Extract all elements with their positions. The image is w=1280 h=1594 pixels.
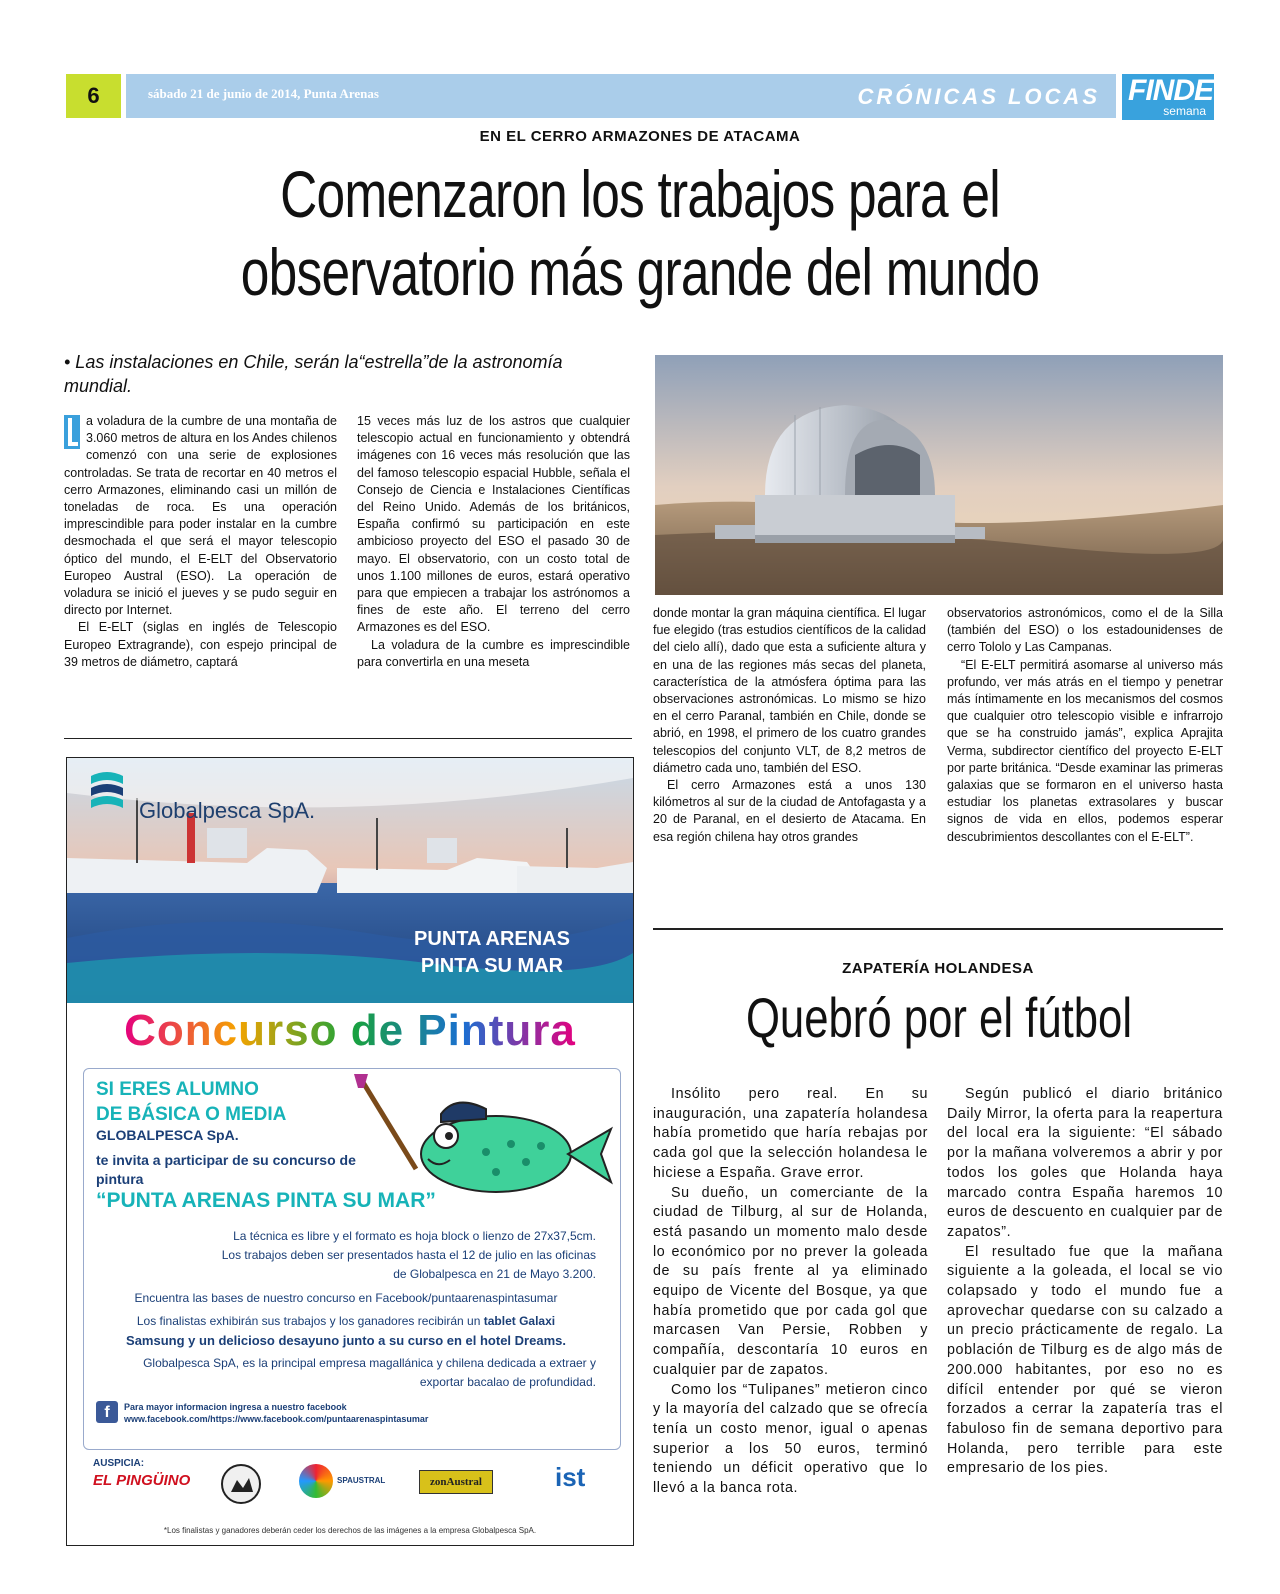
ad-ships-photo (67, 758, 633, 1003)
finde-logo (1122, 74, 1214, 120)
article-subhead: • Las instalaciones en Chile, serán la“estrella”de la astronomía mundial. (64, 352, 563, 396)
ad-contest-title: Concurso de Pintura (124, 1006, 576, 1055)
sponsor-seal-logo (221, 1464, 261, 1504)
paragraph: Insólito pero real. En su inauguración, una zapatería holandesa había prometido que haría rebajas por cada gol que la selección holandesa le hiciese a España. Grave error. (653, 1086, 928, 1181)
dropcap (64, 415, 80, 449)
sponsor-spaustral-logo: SPAUSTRAL (337, 1476, 386, 1485)
globalpesca-advertisement (66, 757, 634, 1546)
article-column-1 (64, 413, 337, 671)
ad-contest-name: “PUNTA ARENAS PINTA SU MAR” (96, 1189, 436, 1212)
ad-rules: La técnica es libre y el formato es hoja block o lienzo de 27x37,5cm. Los trabajos deben ser presentados hasta el 12 de julio en las oficinas de Globalpesca en 21 de Mayo 3.200. (221, 1229, 596, 1281)
paragraph: Según publicó el diario británico Daily Mirror, la oferta para la reapertura del local era la siguiente: “El sábado por la mañana volveremos a abrir y por todos los goles que Holanda haya marcado contra España haremos 10 euros de descuento en cualquier par de zapatos”. (947, 1086, 1223, 1240)
sponsor-spaustral-icon (299, 1464, 333, 1498)
logo-bottom: semana (1163, 104, 1206, 118)
sponsor-el-pinguino-logo: EL PINGÜINO (93, 1472, 191, 1489)
paragraph: Su dueño, un comerciante de la ciudad de Tilburg, al sur de Holanda, está pasando un momento malo desde lo económico por no prever la goleada de su país frente al ya eliminado equipo de Vicente del Bosque, ya que había prometido que por cada gol que marcasen Van Persie, Robben y compañía, descontaría 10 euros en cualquier par de zapatos. (653, 1184, 928, 1378)
page-number: 6 (66, 74, 121, 118)
article-column-4 (947, 605, 1223, 846)
globalpesca-logo-icon (87, 768, 127, 812)
divider (64, 738, 632, 739)
article2-headline: Quebró por el fútbol (745, 986, 1133, 1049)
ad-prize-line-2: Samsung y un delicioso desayuno junto a su curso en el hotel Dreams. (126, 1333, 566, 1348)
article-headline (188, 155, 1093, 311)
logo-top: FINDE (1128, 74, 1213, 107)
ad-invite-company: GLOBALPESCA SpA. (96, 1127, 239, 1143)
headline-line-1: Comenzaron los trabajos para el (280, 157, 1000, 231)
date-line: sábado 21 de junio de 2014, Punta Arenas (148, 86, 379, 101)
paragraph: El cerro Armazones está a unos 130 kilómetros al sur de la ciudad de Antofagasta y a 20 de Paranal, en el desierto de Atacama. En esa región chilena hay otros grandes (653, 778, 926, 844)
ad-info-panel (83, 1068, 621, 1450)
ad-footnote: *Los finalistas y ganadores deberán ceder los derechos de las imágenes a la empresa Globalpesca SpA. (163, 1526, 537, 1535)
article-kicker: EN EL CERRO ARMAZONES DE ATACAMA (479, 128, 801, 145)
telescope-photo (655, 355, 1223, 595)
headline-line-2: observatorio más grande del mundo (240, 235, 1040, 309)
ad-facebook-link[interactable]: Para mayor informacion ingresa a nuestro facebook www.facebook.com/https://www.facebook.com/puntaarenaspintasumar (124, 1402, 429, 1424)
facebook-icon: f (96, 1401, 118, 1423)
paragraph: Como los “Tulipanes” metieron cinco y la mayoría del calzado que se ofrecía tenía un costo menor, igual o apenas superior a los 50 euros, terminó teniendo un déficit operativo que lo llevó a la banca rota. (653, 1381, 928, 1497)
fish-painter-illustration (346, 1074, 616, 1199)
article2-kicker: ZAPATERÍA HOLANDESA (842, 960, 1034, 977)
paragraph: La voladura de la cumbre es imprescindible para convertirla en una meseta (357, 637, 630, 669)
paragraph: “El E-ELT permitirá asomarse al universo más profundo, ver más atrás en el tiempo y penetrar más íntimamente en los mecanismos del cosmos que cualquier otro telescopio visible e infrarrojo que se ha construido jamás”, explica Aprajita Verma, subdirector científico del proyecto E-ELT por parte británica. “Desde examinar las primeras galaxias que se formaron en el universo hasta estudiar los planetas extrasolares y buscar signos de vida en ellos, podemos esperar descubrimientos descollantes con el E-ELT”. (947, 657, 1223, 844)
article2-column-1 (653, 1085, 928, 1499)
ad-banner-text: PUNTA ARENAS PINTA SU MAR (414, 928, 570, 977)
ad-prize-line: Los finalistas exhibirán sus trabajos y los ganadores recibirán un tablet Galaxi (136, 1314, 556, 1328)
ad-company-name: Globalpesca SpA. (139, 798, 316, 823)
paragraph: El resultado fue que la mañana siguiente a la goleada, el local se vio colapsado y todo el mundo fue a aprovechar quedarse con su calzado a un precio prácticamente de regalo. La población de Tilburg es de algo más de 200.000 habitantes, por eso no es difícil entender por qué se vieron forzados a cerrar la zapatería tras el fabuloso fin de semana deportivo para Holanda, pero terrible para este empresario de los pies. (947, 1243, 1223, 1477)
paragraph: 15 veces más luz de los astros que cualquier telescopio actual en funcionamiento y obtendrá imágenes con 16 veces más resolución que las del famoso telescopio espacial Hubble, señala el Consejo de Ciencia e Instalaciones Científicas del Reino Unido. Además de los británicos, España confirmó su participación en este ambicioso proyecto del ESO el pasado 30 de mayo. El observatorio, con un costo total de unos 1.100 millones de euros, estará operativo para que empiecen a trabajar los astrónomos a fines de este año. El terreno del cerro Armazones es del ESO. (357, 414, 630, 635)
paragraph: observatorios astronómicos, como el de la Silla (también del ESO) o los estadounidenses de cerro Tololo y Las Campanas. (947, 606, 1223, 655)
paragraph: donde montar la gran máquina científica. El lugar fue elegido (tras estudios científicos de la calidad del cielo allí), dado que esta a suficiente altura y en una de las regiones más secas del planeta, característica de la atmósfera óptima para las observaciones astronómicas. Lo mismo se hizo en el cerro Paranal, también en Chile, donde se abrió, en 1998, el primero de los cuatro grandes telescopios del conjunto VLT, de 8,2 metros de diámetro cada uno, también del ESO. (653, 606, 926, 775)
section-title: CRÓNICAS LOCAS (857, 84, 1100, 109)
article-column-3 (653, 605, 926, 846)
ad-company-info: Globalpesca SpA, es la principal empresa magallánica y chilena dedicada a extraer y exportar bacalao de profundidad. (143, 1356, 596, 1389)
paragraph: a voladura de la cumbre de una montaña de 3.060 metros de altura en los Andes chilenos comenzó con una serie de explosiones controladas. Se trata de recortar en 40 metros el cerro Armazones, eliminando casi un millón de toneladas de roca. Es una operación imprescindible para poder instalar en la cumbre desmochada el que será el mayor telescopio óptico del mundo, el E-ELT del Observatorio Europeo Austral (ESO). La operación de voladura se inició el jueves y se pudo seguir en directo por Internet. (64, 414, 337, 618)
ad-invite-heading: SI ERES ALUMNO DE BÁSICA O MEDIA (96, 1079, 287, 1125)
sponsors-label: AUSPICIA: (93, 1458, 145, 1469)
article-column-2 (357, 413, 630, 671)
article2-column-2 (947, 1085, 1223, 1479)
ad-rule-facebook: Encuentra las bases de nuestro concurso en Facebook/puntaarenaspintasumar (134, 1291, 558, 1305)
paragraph: El E-ELT (siglas en inglés de Telescopio Europeo Extragrande), con espejo principal de 39 metros de diámetro, captará (64, 620, 337, 669)
ad-invite-text: te invita a participar de su concurso de pintura (96, 1152, 356, 1187)
sponsor-zonaustral-logo: zonAustral (419, 1470, 493, 1494)
sponsor-ist-logo: ist (555, 1462, 586, 1492)
divider (653, 928, 1223, 930)
